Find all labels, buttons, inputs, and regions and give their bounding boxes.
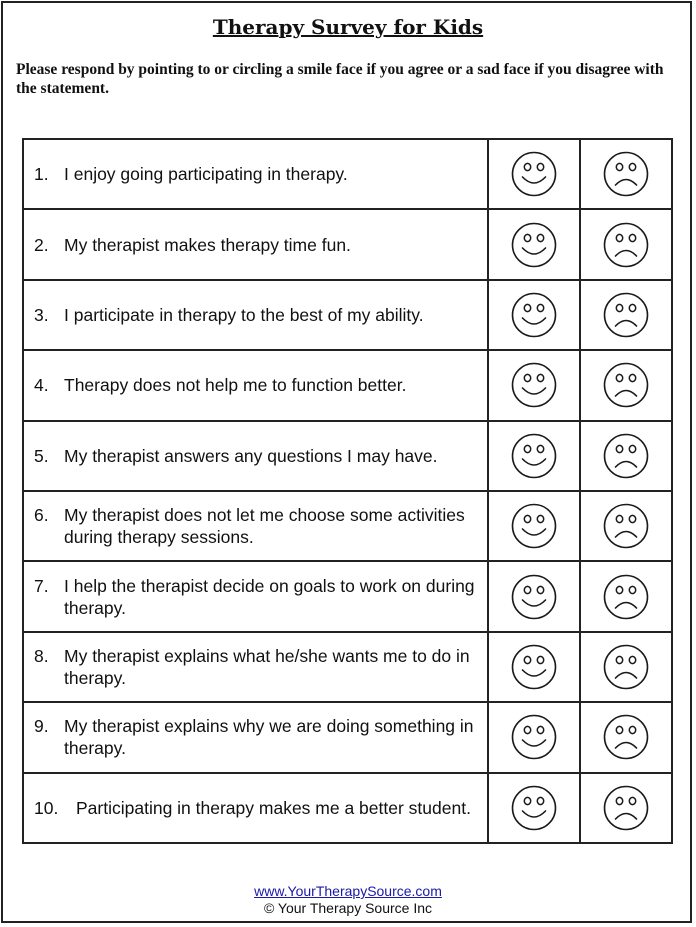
statement-cell (23, 421, 488, 491)
page-title: Therapy Survey for Kids (212, 15, 484, 39)
statement-number: 3. (34, 304, 49, 325)
disagree-cell[interactable] (580, 139, 672, 209)
instructions-text: Please respond by pointing to or circling a smile face if you agree or a sad face if you disagree with the statement. (16, 61, 664, 97)
agree-cell[interactable] (488, 491, 580, 561)
smiley-face-icon[interactable] (510, 658, 558, 675)
statement-number: 10. (34, 797, 59, 818)
disagree-cell[interactable] (580, 280, 672, 350)
statement-number: 9. (34, 716, 49, 737)
disagree-cell[interactable] (580, 773, 672, 843)
statement-number: 5. (34, 445, 49, 466)
agree-cell[interactable] (488, 350, 580, 420)
agree-cell[interactable] (488, 280, 580, 350)
sad-face-icon[interactable] (602, 587, 650, 604)
statement-number: 4. (34, 375, 49, 396)
survey-row (23, 350, 672, 420)
statement-cell (23, 139, 488, 209)
smiley-face-icon[interactable] (510, 165, 558, 182)
statement-number: 6. (34, 505, 49, 526)
survey-row (23, 491, 672, 561)
agree-cell[interactable] (488, 773, 580, 843)
disagree-cell[interactable] (580, 702, 672, 772)
survey-row (23, 209, 672, 279)
survey-row (23, 280, 672, 350)
statement-cell (23, 491, 488, 561)
statement-text: Participating in therapy makes me a better student. (76, 797, 471, 818)
smiley-face-icon[interactable] (510, 306, 558, 323)
sad-face-icon[interactable] (602, 658, 650, 675)
smiley-face-icon[interactable] (510, 728, 558, 745)
smiley-face-icon[interactable] (510, 517, 558, 534)
disagree-cell[interactable] (580, 350, 672, 420)
sad-face-icon[interactable] (602, 376, 650, 393)
sad-face-icon[interactable] (602, 517, 650, 534)
statement-number: 8. (34, 645, 49, 666)
statement-cell (23, 773, 488, 843)
footer (0, 883, 696, 917)
agree-cell[interactable] (488, 702, 580, 772)
survey-body (23, 139, 672, 843)
statement-number: 2. (34, 234, 49, 255)
website-link[interactable]: www.YourTherapySource.com (254, 883, 442, 899)
statement-number: 1. (34, 164, 49, 185)
sad-face-icon[interactable] (602, 446, 650, 463)
agree-cell[interactable] (488, 561, 580, 631)
disagree-cell[interactable] (580, 209, 672, 279)
survey-row (23, 561, 672, 631)
sad-face-icon[interactable] (602, 235, 650, 252)
survey-row (23, 702, 672, 772)
statement-text: My therapist explains what he/she wants me to do in therapy. (64, 645, 470, 688)
statement-cell (23, 702, 488, 772)
statement-text: My therapist does not let me choose some activities during therapy sessions. (64, 505, 465, 548)
statement-cell (23, 350, 488, 420)
statement-cell (23, 632, 488, 702)
statement-text: My therapist makes therapy time fun. (64, 234, 351, 255)
disagree-cell[interactable] (580, 491, 672, 561)
smiley-face-icon[interactable] (510, 376, 558, 393)
survey-row (23, 773, 672, 843)
agree-cell[interactable] (488, 632, 580, 702)
statement-cell (23, 561, 488, 631)
statement-text: I enjoy going participating in therapy. (64, 164, 348, 185)
disagree-cell[interactable] (580, 561, 672, 631)
copyright-text: © Your Therapy Source Inc (263, 900, 433, 916)
smiley-face-icon[interactable] (510, 587, 558, 604)
statement-text: I help the therapist decide on goals to work on during therapy. (64, 575, 475, 618)
sad-face-icon[interactable] (602, 306, 650, 323)
agree-cell[interactable] (488, 421, 580, 491)
survey-row (23, 632, 672, 702)
statement-text: I participate in therapy to the best of my ability. (64, 304, 424, 325)
smiley-face-icon[interactable] (510, 235, 558, 252)
statement-text: Therapy does not help me to function better. (64, 375, 407, 396)
statement-cell (23, 209, 488, 279)
statement-text: My therapist answers any questions I may have. (64, 445, 438, 466)
disagree-cell[interactable] (580, 632, 672, 702)
agree-cell[interactable] (488, 139, 580, 209)
statement-number: 7. (34, 575, 49, 596)
survey-row (23, 421, 672, 491)
survey-table (22, 138, 673, 844)
agree-cell[interactable] (488, 209, 580, 279)
survey-row (23, 139, 672, 209)
smiley-face-icon[interactable] (510, 798, 558, 815)
statement-text: My therapist explains why we are doing something in therapy. (64, 716, 474, 759)
sad-face-icon[interactable] (602, 798, 650, 815)
sad-face-icon[interactable] (602, 728, 650, 745)
statement-cell (23, 280, 488, 350)
disagree-cell[interactable] (580, 421, 672, 491)
sad-face-icon[interactable] (602, 165, 650, 182)
smiley-face-icon[interactable] (510, 446, 558, 463)
